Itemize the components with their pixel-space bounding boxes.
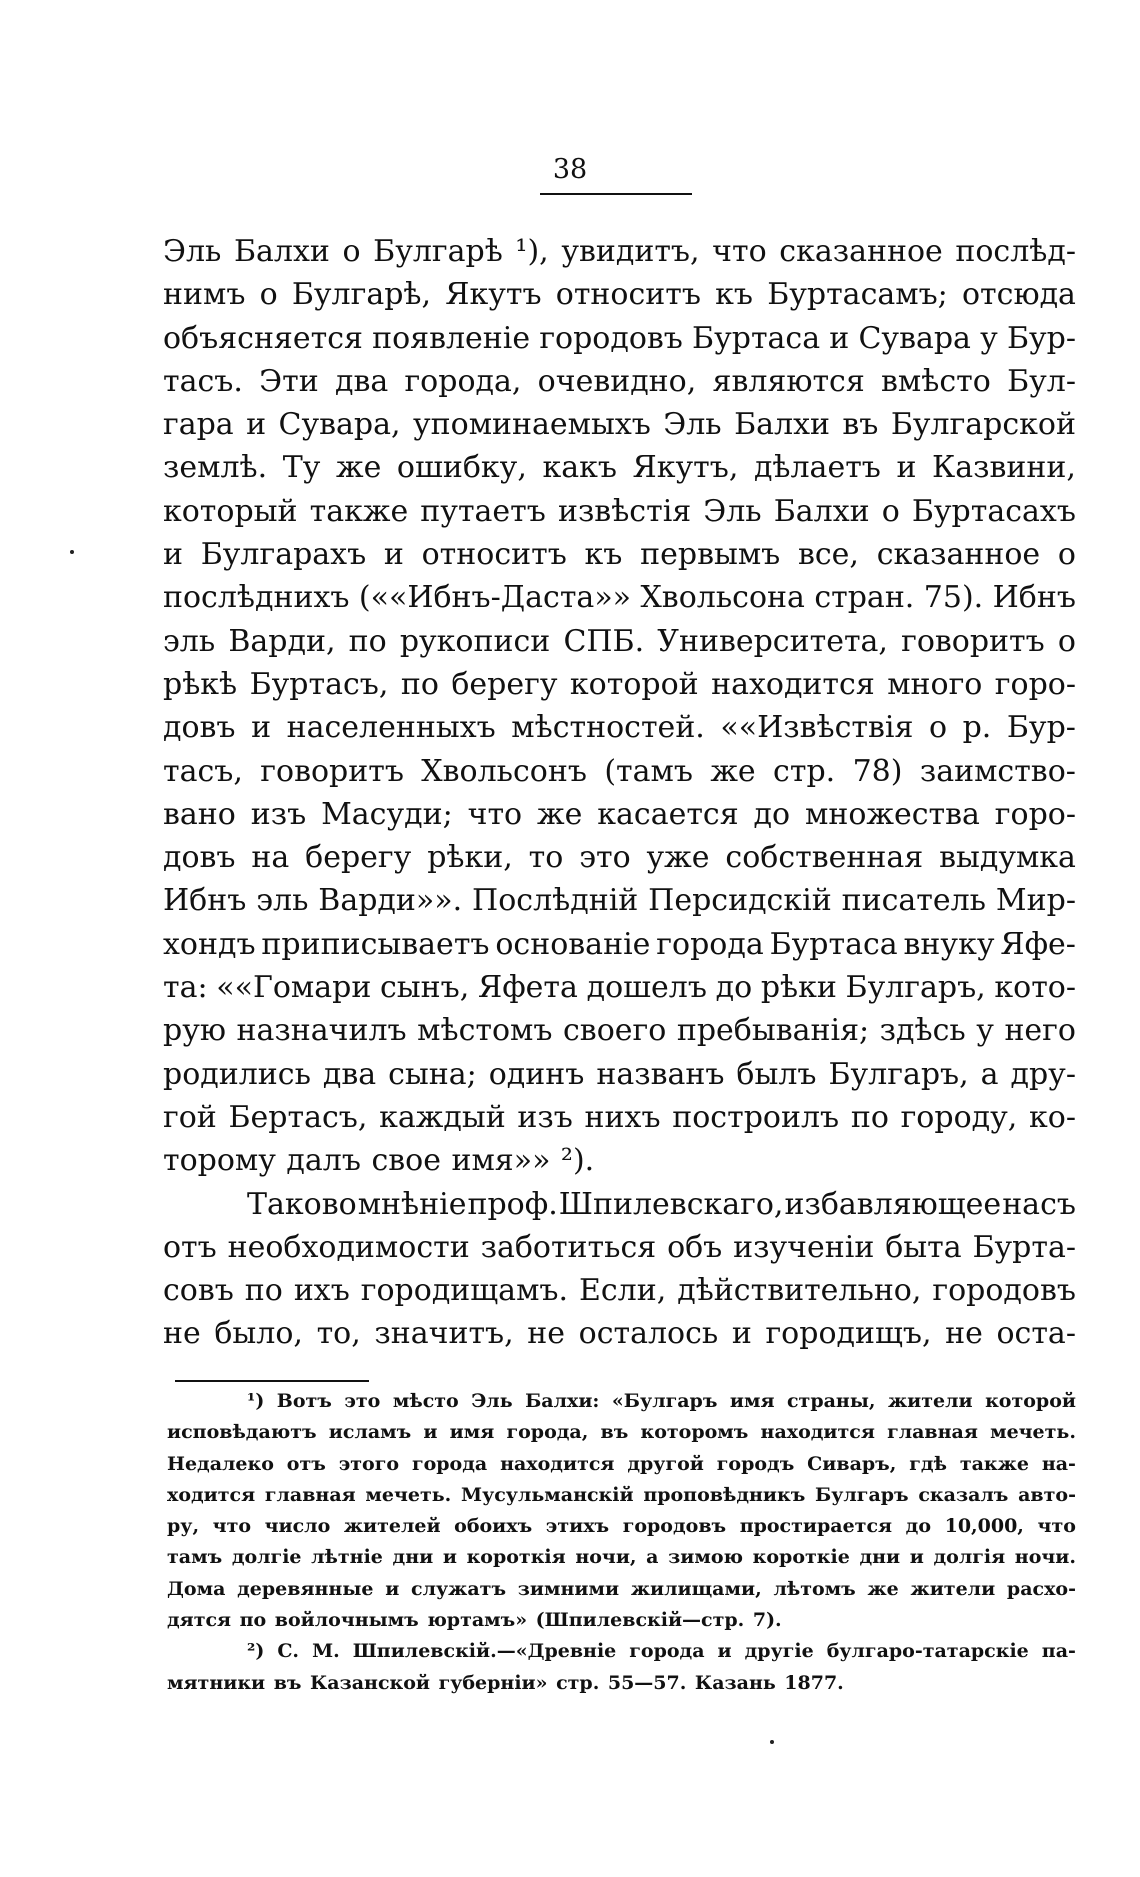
page-number: 38 bbox=[552, 154, 588, 185]
body-line: который также путаетъ извѣстія Эль Балхи о Буртасахъ bbox=[163, 493, 1076, 529]
body-line: тасъ. Эти два города, очевидно, являются вмѣсто Бул- bbox=[163, 363, 1076, 399]
body-line: торому далъ свое имя»» ²). bbox=[163, 1143, 595, 1179]
footnote-line: Недалеко отъ этого города находится другой городъ Сиваръ, гдѣ также на- bbox=[167, 1452, 1076, 1475]
body-line: довъ на берегу рѣки, то это уже собственная выдумка bbox=[163, 840, 1076, 876]
body-line: хондъ приписываетъ основаніе города Буртаса внуку Яфе- bbox=[163, 926, 1076, 962]
body-line: объясняется появленіе городовъ Буртаса и Сувара у Бур- bbox=[163, 320, 1076, 356]
footnote-line: дятся по войлочнымъ юртамъ» (Шпилевскій—стр. 7). bbox=[167, 1609, 782, 1632]
body-line: рую назначилъ мѣстомъ своего пребыванія; здѣсь у него bbox=[163, 1013, 1076, 1049]
body-line: и Булгарахъ и относитъ къ первымъ все, сказанное о bbox=[163, 537, 1076, 573]
body-line: Таково мнѣніе проф. Шпилевскаго, избавляющее насъ bbox=[247, 1186, 1076, 1222]
footnote-rule bbox=[175, 1380, 369, 1382]
footnote-line: ¹) Вотъ это мѣсто Эль Балхи: «Булгаръ имя страны, жители которой bbox=[247, 1390, 1076, 1412]
body-line: гой Бертасъ, каждый изъ нихъ построилъ по городу, ко- bbox=[163, 1099, 1076, 1135]
body-line: землѣ. Ту же ошибку, какъ Якутъ, дѣлаетъ и Казвини, bbox=[163, 450, 1076, 486]
body-line: эль Варди, по рукописи СПБ. Университета, говоритъ о bbox=[163, 623, 1076, 659]
body-line: родились два сына; одинъ названъ былъ Булгаръ, а дру- bbox=[163, 1056, 1076, 1092]
body-line: та: ««Гомари сынъ, Яфета дошелъ до рѣки Булгаръ, кото- bbox=[163, 970, 1076, 1006]
footnote-line: Дома деревянные и служатъ зимними жилищами, лѣтомъ же жители расхо- bbox=[167, 1577, 1076, 1600]
bottom-speck bbox=[770, 1740, 774, 1744]
footnote-line: ру, что число жителей обоихъ этихъ городовъ простирается до 10,000, что bbox=[167, 1515, 1076, 1538]
footnote-line: ²) С. М. Шпилевскій.—«Древніе города и другіе булгаро-татарскіе па- bbox=[247, 1640, 1076, 1663]
body-line: гара и Сувара, упоминаемыхъ Эль Балхи въ Булгарской bbox=[163, 407, 1076, 443]
body-line: рѣкѣ Буртасъ, по берегу которой находится много горо- bbox=[163, 666, 1076, 702]
body-line: совъ по ихъ городищамъ. Если, дѣйствительно, городовъ bbox=[163, 1273, 1076, 1309]
body-line: послѣднихъ (««Ибнъ-Даста»» Хвольсона стран. 75). Ибнъ bbox=[163, 580, 1076, 616]
footnote-line: тамъ долгіе лѣтніе дни и короткія ночи, а зимою короткіе дни и долгія ночи. bbox=[167, 1546, 1076, 1569]
body-line: не было, то, значитъ, не осталось и городищъ, не оста- bbox=[163, 1316, 1076, 1352]
body-text bbox=[163, 230, 1076, 1356]
page-number-rule bbox=[540, 193, 692, 195]
footnote-line: ходится главная мечеть. Мусульманскій проповѣдникъ Булгаръ сказалъ авто- bbox=[167, 1483, 1076, 1506]
body-line: тасъ, говоритъ Хвольсонъ (тамъ же стр. 78) заимство- bbox=[163, 753, 1076, 789]
footnote-line: исповѣдаютъ исламъ и имя города, въ которомъ находится главная мечеть. bbox=[167, 1421, 1076, 1444]
body-line: вано изъ Масуди; что же касается до множества горо- bbox=[163, 796, 1076, 832]
footnotes bbox=[167, 1386, 1076, 1699]
body-line: довъ и населенныхъ мѣстностей. ««Извѣствія о р. Бур- bbox=[163, 710, 1076, 746]
body-line: Ибнъ эль Варди»». Послѣдній Персидскій писатель Мир- bbox=[163, 883, 1076, 919]
footnote-line: мятники въ Казанской губерніи» стр. 55—57. Казань 1877. bbox=[167, 1671, 844, 1694]
body-line: Эль Балхи о Булгарѣ ¹), увидитъ, что сказанное послѣд- bbox=[163, 234, 1076, 269]
margin-speck bbox=[70, 550, 74, 554]
body-line: отъ необходимости заботиться объ изученіи быта Бурта- bbox=[163, 1229, 1076, 1265]
body-line: нимъ о Булгарѣ, Якутъ относитъ къ Буртасамъ; отсюда bbox=[163, 277, 1076, 313]
